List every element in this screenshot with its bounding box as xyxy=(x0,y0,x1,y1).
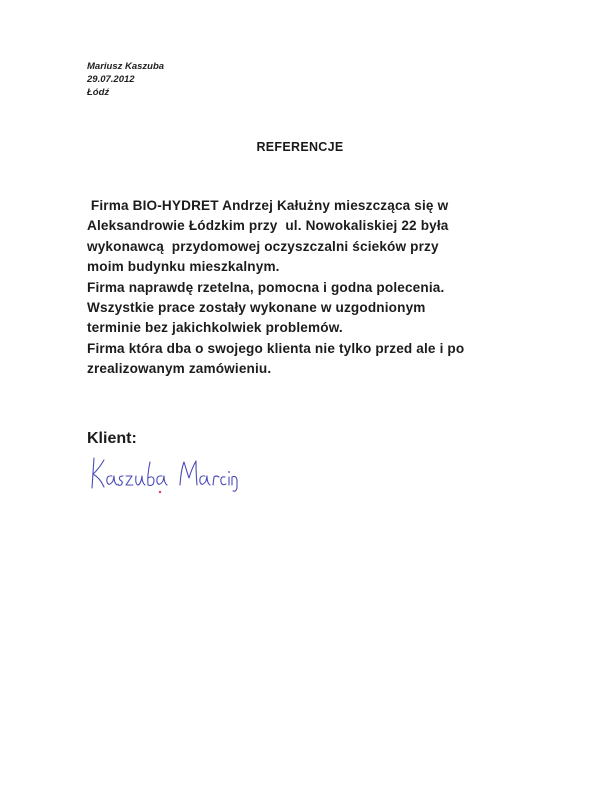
sender-name: Mariusz Kaszuba xyxy=(87,61,165,72)
body-line: Wszystkie prace zostały wykonane w uzgodnionym xyxy=(87,300,426,316)
body-line: Aleksandrowie Łódzkim przy ul. Nowokaliskiej 22 była xyxy=(87,218,449,234)
body-line: zrealizowanym zamówieniu. xyxy=(87,361,272,377)
sender-city: Łódź xyxy=(87,87,110,98)
body-line: Firma która dba o swojego klienta nie tylko przed ale i po xyxy=(87,340,465,356)
letter-body xyxy=(87,196,567,380)
body-line: Firma naprawdę rzetelna, pomocna i godna polecenia. xyxy=(87,279,445,295)
signature-strokes xyxy=(92,458,237,491)
sender-block xyxy=(87,60,164,99)
ink-spot xyxy=(159,491,161,493)
body-line: wykonawcą przydomowej oczyszczalni ścieków przy xyxy=(87,238,439,254)
document-title: REFERENCJE xyxy=(256,140,344,154)
body-line: Firma BIO-HYDRET Andrzej Kałużny mieszcząca się w xyxy=(87,198,449,213)
body-line: moim budynku mieszkalnym. xyxy=(87,259,280,275)
signature-dot xyxy=(228,471,230,473)
client-label: Klient: xyxy=(87,430,137,447)
handwritten-signature xyxy=(90,450,240,500)
letter-date: 29.07.2012 xyxy=(87,74,135,85)
body-line: terminie bez jakichkolwiek problemów. xyxy=(87,320,343,336)
